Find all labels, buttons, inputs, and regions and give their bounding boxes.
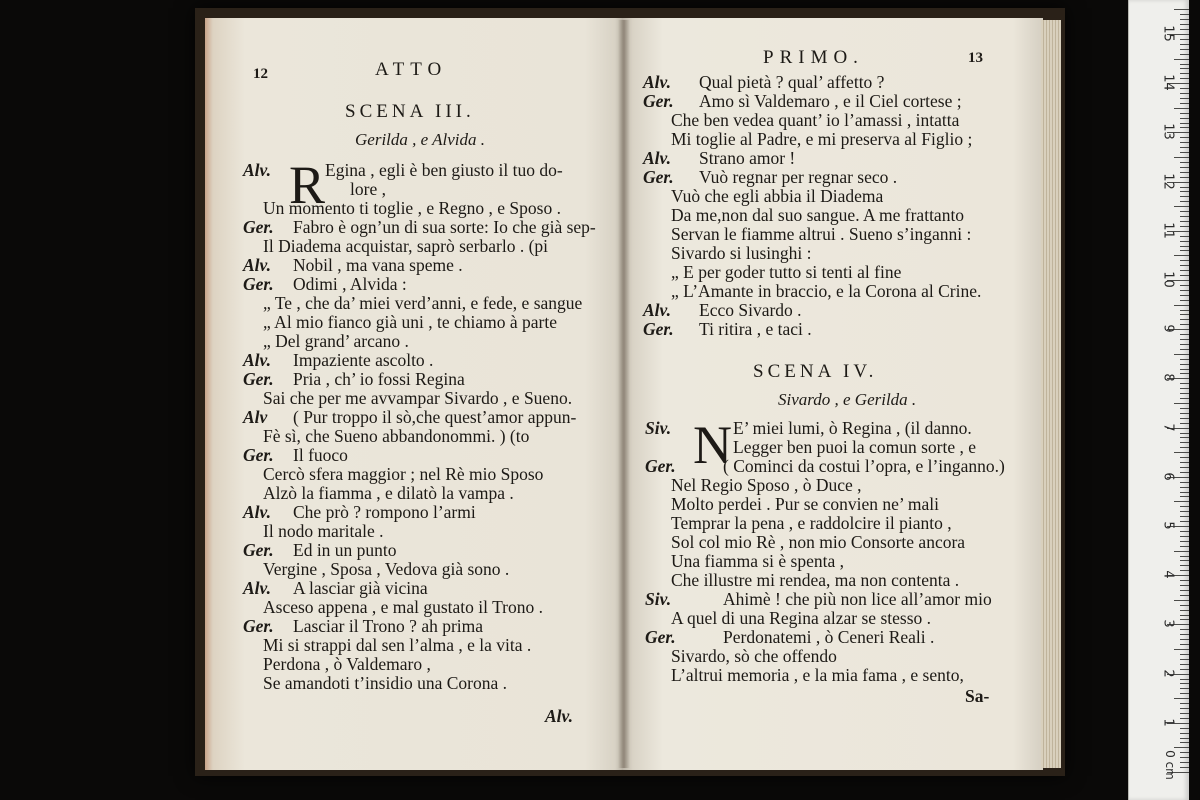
ruler-tick	[1174, 452, 1189, 453]
ruler-tick	[1180, 98, 1189, 99]
ruler-tick	[1180, 14, 1189, 15]
ruler-tick	[1174, 649, 1189, 650]
verse-line: L’altrui memoria , e la mia fama , e sento,	[671, 665, 964, 685]
verse-line: Il Diadema acquistar, saprò serbarlo . (pi	[263, 236, 549, 256]
ruler-tick	[1180, 201, 1189, 202]
verse-line: Servan le fiamme altrui . Sueno s’inganni :	[671, 224, 972, 244]
verse-line: Sai che per me avvampar Sivardo , e Sueno.	[263, 388, 573, 408]
ruler-tick	[1180, 383, 1189, 384]
ruler-tick	[1180, 142, 1189, 143]
ruler-tick	[1180, 688, 1189, 689]
ruler-tick	[1180, 211, 1189, 212]
ruler-tick	[1180, 767, 1189, 768]
ruler-tick	[1174, 501, 1189, 502]
ruler-tick	[1180, 516, 1189, 517]
running-head: PRIMO.	[763, 47, 864, 68]
scene-title: SCENA III.	[345, 101, 475, 122]
verse-line: Perdonatemi , ò Ceneri Reali .	[723, 627, 935, 647]
ruler-number: 8	[1160, 373, 1176, 383]
ruler-number: 7	[1160, 422, 1176, 432]
ruler-tick	[1180, 615, 1189, 616]
ruler-tick	[1180, 546, 1189, 547]
speaker-label: Ger.	[645, 456, 676, 476]
ruler-tick	[1180, 137, 1189, 138]
ruler-tick	[1180, 68, 1189, 69]
ruler-tick	[1180, 639, 1189, 640]
verse-line: Un momento ti toglie , e Regno , e Sposo .	[263, 198, 561, 218]
ruler-tick	[1180, 433, 1189, 434]
verse-line: Vuò che egli abbia il Diadema	[671, 186, 884, 206]
ruler-tick	[1180, 560, 1189, 561]
ruler-tick	[1180, 93, 1189, 94]
verse-line: „ L’Amante in braccio, e la Corona al Crine.	[671, 281, 982, 301]
ruler-tick	[1180, 619, 1189, 620]
ruler-tick	[1180, 118, 1189, 119]
ruler-tick	[1180, 595, 1189, 596]
ruler-tick	[1180, 364, 1189, 365]
ruler-tick	[1180, 585, 1189, 586]
right-page	[623, 18, 1043, 770]
ruler-tick	[1180, 644, 1189, 645]
ruler-tick	[1180, 88, 1189, 89]
left-page	[205, 18, 623, 770]
verse-line: Il nodo maritale .	[263, 521, 384, 541]
verse-line: E’ miei lumi, ò Regina , (il danno.	[733, 418, 972, 438]
ruler-tick	[1180, 413, 1189, 414]
verse-line: Cercò sfera maggior ; nel Rè mio Sposo	[263, 464, 544, 484]
ruler-tick	[1180, 319, 1189, 320]
catchword: Sa-	[965, 686, 990, 706]
ruler-tick	[1174, 305, 1189, 306]
catchword: Alv.	[545, 706, 574, 726]
ruler-tick	[1174, 551, 1189, 552]
ruler-tick	[1180, 314, 1189, 315]
ruler-tick	[1174, 59, 1189, 60]
ruler-tick	[1180, 369, 1189, 370]
ruler-tick	[1180, 300, 1189, 301]
ruler-tick	[1180, 275, 1189, 276]
verse-line: Sol col mio Rè , non mio Consorte ancora	[671, 532, 966, 552]
ruler-tick	[1180, 590, 1189, 591]
ruler-tick	[1180, 44, 1189, 45]
speaker-label: Alv.	[643, 72, 672, 92]
ruler-tick	[1180, 270, 1189, 271]
ruler-tick	[1180, 167, 1189, 168]
ruler-tick	[1180, 718, 1189, 719]
ruler-tick	[1180, 610, 1189, 611]
ruler-tick	[1180, 24, 1189, 25]
ruler-tick	[1180, 752, 1189, 753]
speaker-label: Ger.	[243, 445, 274, 465]
ruler-tick	[1180, 659, 1189, 660]
verse-line: Fè sì, che Sueno abbandonommi. ) (to	[263, 426, 530, 446]
ruler-tick	[1180, 103, 1189, 104]
page-number: 12	[253, 66, 268, 82]
ruler-tick	[1180, 511, 1189, 512]
verse-line: „ Del grand’ arcano .	[263, 331, 409, 351]
page-number: 13	[968, 50, 983, 66]
drop-cap: N	[693, 415, 732, 475]
verse-line: Molto perdei . Pur se convien ne’ mali	[671, 494, 939, 514]
ruler-number: 12	[1160, 172, 1176, 190]
ruler-unit-label: 0 cm	[1162, 750, 1177, 780]
verse-line: Odimi , Alvida :	[293, 274, 407, 294]
ruler-tick	[1180, 324, 1189, 325]
verse-line: Sivardo si lusinghi :	[671, 243, 812, 263]
speaker-label: Ger.	[243, 616, 274, 636]
ruler-tick	[1180, 738, 1189, 739]
ruler-number: 11	[1160, 222, 1176, 239]
ruler-tick	[1174, 698, 1189, 699]
ruler-tick	[1180, 54, 1189, 55]
ruler-tick	[1180, 492, 1189, 493]
ruler-tick	[1180, 187, 1189, 188]
verse-line: Ecco Sivardo .	[699, 300, 802, 320]
ruler-tick	[1180, 762, 1189, 763]
verse-line: Fabro è ogn’un di sua sorte: Io che già sep-	[293, 217, 596, 237]
ruler-tick	[1174, 9, 1189, 10]
speaker-label: Ger.	[243, 217, 274, 237]
page-edges	[1041, 20, 1061, 768]
verse-line: Una fiamma si è spenta ,	[671, 551, 845, 571]
ruler-tick	[1180, 521, 1189, 522]
ruler-tick	[1174, 747, 1189, 748]
verse-line: Legger ben puoi la comun sorte , e	[733, 437, 976, 457]
verse-line: Sivardo, sò che offendo	[671, 646, 837, 666]
ruler-tick	[1180, 398, 1189, 399]
ruler-tick	[1180, 408, 1189, 409]
verse-line: Mi toglie al Padre, e mi preserva al Figlio ;	[671, 129, 973, 149]
verse-line: Se amandoti t’insidio una Corona .	[263, 673, 507, 693]
verse-line: ( Pur troppo il sò,che quest’amor appun-	[293, 407, 577, 427]
speaker-label: Ger.	[243, 369, 274, 389]
verse-line: Mi si strappi dal sen l’alma , e la vita .	[263, 635, 532, 655]
ruler-tick	[1180, 506, 1189, 507]
ruler-number: 10	[1160, 271, 1176, 288]
ruler-tick	[1180, 757, 1189, 758]
ruler-tick	[1180, 693, 1189, 694]
ruler-tick	[1180, 73, 1189, 74]
ruler-tick	[1180, 147, 1189, 148]
ruler-tick	[1180, 442, 1189, 443]
verse-line: Che illustre mi rendea, ma non contenta .	[671, 570, 960, 590]
ruler-tick	[1180, 172, 1189, 173]
ruler-tick	[1180, 531, 1189, 532]
ruler-tick	[1180, 344, 1189, 345]
ruler-tick	[1180, 196, 1189, 197]
verse-line: Ti ritira , e taci .	[699, 319, 812, 339]
scene-characters: Sivardo , e Gerilda .	[778, 390, 917, 409]
speaker-label: Ger.	[243, 540, 274, 560]
verse-line: ( Cominci da costui l’opra, e l’inganno.)	[723, 456, 1005, 476]
ruler-tick	[1180, 708, 1189, 709]
ruler-number: 3	[1160, 619, 1176, 629]
ruler-tick	[1180, 733, 1189, 734]
speaker-label: Siv.	[645, 418, 672, 438]
ruler-tick	[1180, 113, 1189, 114]
ruler-tick	[1180, 123, 1189, 124]
open-book	[195, 8, 1065, 776]
ruler-tick	[1174, 403, 1189, 404]
ruler-tick	[1180, 349, 1189, 350]
ruler-tick	[1180, 359, 1189, 360]
ruler-tick	[1180, 683, 1189, 684]
ruler-tick	[1180, 703, 1189, 704]
ruler-tick	[1180, 49, 1189, 50]
book-gutter	[618, 20, 630, 768]
ruler-tick	[1180, 285, 1189, 286]
verse-line: Impaziente ascolto .	[293, 350, 434, 370]
ruler-tick	[1174, 354, 1189, 355]
ruler-tick	[1180, 536, 1189, 537]
verse-line: lore ,	[350, 179, 386, 199]
ruler-tick	[1180, 418, 1189, 419]
verse-line: Nel Regio Sposo , ò Duce ,	[671, 475, 862, 495]
verse-line: Qual pietà ? qual’ affetto ?	[699, 72, 885, 92]
ruler-tick	[1174, 255, 1189, 256]
ruler-tick	[1180, 654, 1189, 655]
ruler-tick	[1180, 487, 1189, 488]
ruler-tick	[1180, 241, 1189, 242]
speaker-label: Alv.	[243, 350, 272, 370]
ruler-tick	[1180, 467, 1189, 468]
speaker-label: Alv.	[243, 502, 272, 522]
ruler-tick	[1174, 206, 1189, 207]
ruler-tick	[1180, 634, 1189, 635]
ruler-tick	[1180, 496, 1189, 497]
verse-line: Da me,non dal suo sangue. A me frattanto	[671, 205, 965, 225]
ruler-tick	[1180, 482, 1189, 483]
ruler-tick	[1180, 29, 1189, 30]
speaker-label: Ger.	[243, 274, 274, 294]
ruler-tick	[1180, 713, 1189, 714]
verse-line: Asceso appena , e mal gustato il Trono .	[263, 597, 543, 617]
ruler-tick	[1180, 310, 1189, 311]
ruler-tick	[1180, 373, 1189, 374]
ruler-tick	[1180, 216, 1189, 217]
ruler-tick	[1180, 19, 1189, 20]
ruler-tick	[1180, 472, 1189, 473]
ruler-tick	[1180, 457, 1189, 458]
speaker-label: Siv.	[645, 589, 672, 609]
verse-line: Ahimè ! che più non lice all’amor mio	[723, 589, 992, 609]
verse-line: Che prò ? rompono l’armi	[293, 502, 476, 522]
ruler-tick	[1180, 246, 1189, 247]
speaker-label: Ger.	[643, 319, 674, 339]
verse-line: Che ben vedea quant’ io l’amassi , intatta	[671, 110, 960, 130]
ruler-tick	[1180, 152, 1189, 153]
ruler-tick	[1180, 437, 1189, 438]
ruler-tick	[1180, 162, 1189, 163]
ruler-tick	[1180, 423, 1189, 424]
ruler-tick	[1180, 250, 1189, 251]
ruler-tick	[1180, 127, 1189, 128]
ruler-tick	[1180, 679, 1189, 680]
verse-line: Alzò la fiamma , e dilatò la vampa .	[263, 483, 514, 503]
scene-title: SCENA IV.	[753, 361, 878, 382]
ruler-tick	[1180, 339, 1189, 340]
speaker-label: Ger.	[643, 91, 674, 111]
running-head: ATTO	[375, 59, 448, 80]
ruler-number: 9	[1160, 324, 1176, 333]
ruler-tick	[1180, 605, 1189, 606]
verse-line: Nobil , ma vana speme .	[293, 255, 463, 275]
verse-line: Egina , egli è ben giusto il tuo do-	[325, 160, 563, 180]
verse-line: Ed in un punto	[293, 540, 397, 560]
speaker-label: Alv.	[243, 578, 272, 598]
ruler-tick	[1180, 447, 1189, 448]
ruler-tick	[1180, 393, 1189, 394]
verse-line: „ Al mio fianco già uni , te chiamo à parte	[263, 312, 557, 332]
ruler-tick	[1180, 265, 1189, 266]
verse-line: Strano amor !	[699, 148, 796, 168]
verse-line: Vuò regnar per regnar seco .	[699, 167, 898, 187]
speaker-label: Alv	[243, 407, 268, 427]
ruler-tick	[1180, 669, 1189, 670]
verse-line: Perdona , ò Valdemaro ,	[263, 654, 431, 674]
ruler-number: 13	[1160, 123, 1176, 141]
ruler-tick	[1180, 462, 1189, 463]
ruler-number: 15	[1160, 25, 1176, 42]
ruler-number: 2	[1160, 668, 1176, 678]
ruler-tick	[1180, 64, 1189, 65]
speaker-label: Alv.	[643, 148, 672, 168]
ruler-tick	[1180, 39, 1189, 40]
ruler-tick	[1180, 728, 1189, 729]
ruler-tick	[1180, 177, 1189, 178]
measurement-ruler	[1128, 0, 1189, 800]
verse-line: A lasciar già vicina	[293, 578, 428, 598]
ruler-tick	[1180, 290, 1189, 291]
ruler-tick	[1180, 191, 1189, 192]
ruler-number: 4	[1160, 570, 1176, 579]
ruler-tick	[1174, 600, 1189, 601]
speaker-label: Alv.	[243, 255, 272, 275]
ruler-tick	[1180, 221, 1189, 222]
ruler-tick	[1180, 334, 1189, 335]
verse-line: A quel di una Regina alzar se stesso .	[671, 608, 932, 628]
ruler-tick	[1180, 541, 1189, 542]
ruler-number: 5	[1160, 521, 1176, 530]
speaker-label: Alv.	[243, 160, 272, 180]
ruler-tick	[1180, 556, 1189, 557]
verse-line: Pria , ch’ io fossi Regina	[293, 369, 465, 389]
verse-line: Vergine , Sposa , Vedova già sono .	[263, 559, 510, 579]
ruler-tick	[1180, 629, 1189, 630]
speaker-label: Alv.	[643, 300, 672, 320]
scene-characters: Gerilda , e Alvida .	[355, 130, 485, 149]
ruler-tick	[1180, 580, 1189, 581]
ruler-tick	[1174, 157, 1189, 158]
ruler-tick	[1174, 108, 1189, 109]
ruler-tick	[1180, 78, 1189, 79]
verse-line: Il fuoco	[293, 445, 348, 465]
ruler-tick	[1180, 742, 1189, 743]
ruler-tick	[1180, 388, 1189, 389]
ruler-number: 1	[1160, 718, 1176, 727]
verse-line: Amo sì Valdemaro , e il Ciel cortese ;	[699, 91, 962, 111]
ruler-number: 14	[1160, 74, 1176, 91]
speaker-label: Ger.	[645, 627, 676, 647]
ruler-tick	[1180, 260, 1189, 261]
ruler-tick	[1180, 570, 1189, 571]
ruler-tick	[1180, 236, 1189, 237]
verse-line: „ E per goder tutto si tenti al fine	[671, 262, 902, 282]
verse-line: „ Te , che da’ miei verd’anni, e fede, e sangue	[263, 293, 583, 313]
ruler-tick	[1180, 295, 1189, 296]
ruler-tick	[1180, 226, 1189, 227]
ruler-tick	[1180, 664, 1189, 665]
verse-line: Lasciar il Trono ? ah prima	[293, 616, 484, 636]
ruler-number: 6	[1160, 472, 1176, 481]
ruler-tick	[1180, 565, 1189, 566]
verse-line: Temprar la pena , e raddolcire il pianto ,	[671, 513, 952, 533]
speaker-label: Ger.	[643, 167, 674, 187]
drop-cap: R	[289, 155, 326, 215]
